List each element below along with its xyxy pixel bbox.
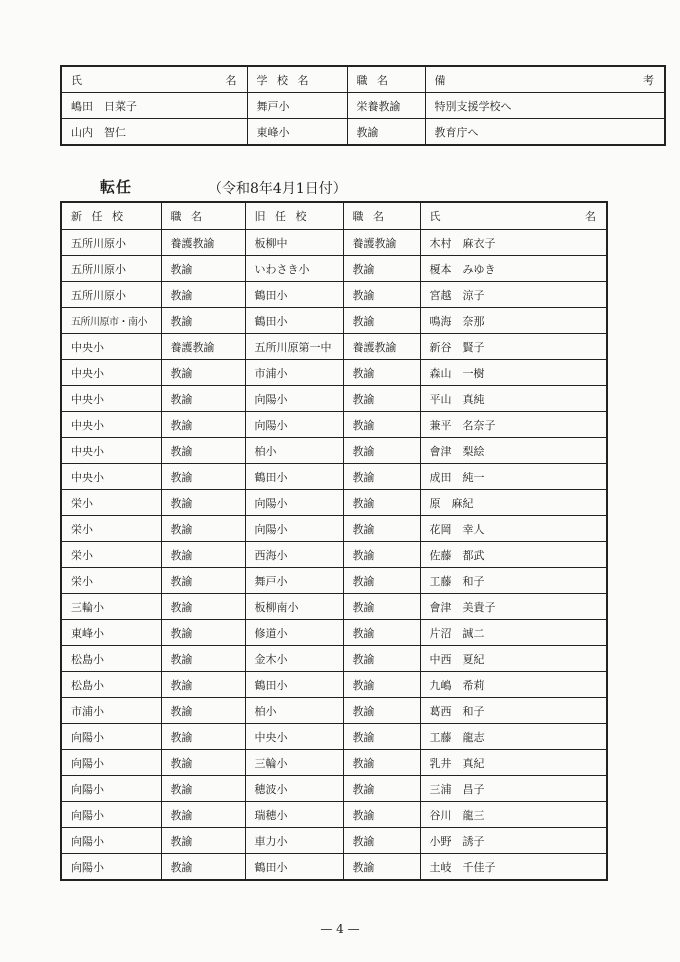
table-row xyxy=(61,308,607,334)
cell-name: 片沼 誠二 xyxy=(420,620,607,646)
header-new-school: 新 任 校 xyxy=(61,202,161,230)
cell-new-position: 教諭 xyxy=(161,386,245,412)
cell-new-position: 教諭 xyxy=(161,828,245,854)
cell-new-school: 松島小 xyxy=(61,672,161,698)
cell-old-school: 柏小 xyxy=(245,698,343,724)
cell-old-school: 向陽小 xyxy=(245,490,343,516)
cell-old-school: いわさき小 xyxy=(245,256,343,282)
table-row xyxy=(61,490,607,516)
cell-new-school: 栄小 xyxy=(61,516,161,542)
table-row xyxy=(61,594,607,620)
cell-name: 嶋田 日菜子 xyxy=(61,93,247,119)
cell-old-position: 教諭 xyxy=(343,724,420,750)
cell-old-school: 市浦小 xyxy=(245,360,343,386)
cell-old-school: 鶴田小 xyxy=(245,854,343,881)
cell-old-position: 教諭 xyxy=(343,594,420,620)
cell-new-school: 三輪小 xyxy=(61,594,161,620)
header-new-position: 職 名 xyxy=(161,202,245,230)
cell-new-school: 五所川原小 xyxy=(61,282,161,308)
cell-new-position: 教諭 xyxy=(161,516,245,542)
cell-new-school: 向陽小 xyxy=(61,724,161,750)
cell-new-position: 教諭 xyxy=(161,724,245,750)
cell-new-school: 栄小 xyxy=(61,568,161,594)
header-remarks: 備 考 xyxy=(425,66,665,93)
cell-old-school: 舞戸小 xyxy=(245,568,343,594)
cell-old-position: 教諭 xyxy=(343,256,420,282)
transfer-table xyxy=(60,201,608,881)
cell-new-school: 向陽小 xyxy=(61,776,161,802)
cell-old-school: 向陽小 xyxy=(245,516,343,542)
cell-old-school: 金木小 xyxy=(245,646,343,672)
cell-name: 宮越 涼子 xyxy=(420,282,607,308)
cell-old-school: 西海小 xyxy=(245,542,343,568)
cell-new-position: 教諭 xyxy=(161,594,245,620)
cell-old-school: 鶴田小 xyxy=(245,464,343,490)
cell-new-position: 教諭 xyxy=(161,490,245,516)
cell-new-position: 教諭 xyxy=(161,256,245,282)
table-row xyxy=(61,620,607,646)
cell-new-school: 中央小 xyxy=(61,334,161,360)
cell-name: 兼平 名奈子 xyxy=(420,412,607,438)
cell-old-position: 教諭 xyxy=(343,698,420,724)
cell-new-position: 教諭 xyxy=(161,776,245,802)
cell-new-position: 教諭 xyxy=(161,464,245,490)
table-row xyxy=(61,464,607,490)
table-row xyxy=(61,776,607,802)
cell-name: 原 麻紀 xyxy=(420,490,607,516)
cell-new-position: 教諭 xyxy=(161,698,245,724)
cell-old-school: 向陽小 xyxy=(245,386,343,412)
cell-old-position: 教諭 xyxy=(343,854,420,881)
table-row xyxy=(61,282,607,308)
cell-name: 榎本 みゆき xyxy=(420,256,607,282)
table-row xyxy=(61,750,607,776)
cell-new-position: 教諭 xyxy=(161,282,245,308)
cell-name: 新谷 賢子 xyxy=(420,334,607,360)
table-row xyxy=(61,386,607,412)
cell-remarks: 特別支援学校へ xyxy=(425,93,665,119)
table-row xyxy=(61,568,607,594)
cell-new-school: 中央小 xyxy=(61,360,161,386)
cell-new-position: 教諭 xyxy=(161,672,245,698)
cell-name: 花岡 幸人 xyxy=(420,516,607,542)
cell-name: 三浦 昌子 xyxy=(420,776,607,802)
cell-new-school: 向陽小 xyxy=(61,750,161,776)
cell-position: 教諭 xyxy=(347,119,425,146)
retirement-table xyxy=(60,65,666,146)
section-title: 転任 xyxy=(100,178,133,196)
cell-old-school: 板柳中 xyxy=(245,230,343,256)
header-position: 職 名 xyxy=(347,66,425,93)
cell-new-school: 五所川原小 xyxy=(61,230,161,256)
cell-new-school: 向陽小 xyxy=(61,802,161,828)
cell-old-position: 教諭 xyxy=(343,802,420,828)
table-header-row xyxy=(61,66,665,93)
cell-new-position: 教諭 xyxy=(161,646,245,672)
header-name: 氏 名 xyxy=(420,202,607,230)
cell-name: 土岐 千佳子 xyxy=(420,854,607,881)
header-name: 氏 名 xyxy=(61,66,247,93)
table-row xyxy=(61,256,607,282)
cell-name: 谷川 龍三 xyxy=(420,802,607,828)
cell-new-school: 五所川原市・南小 xyxy=(61,308,161,334)
cell-old-school: 五所川原第一中 xyxy=(245,334,343,360)
cell-new-position: 教諭 xyxy=(161,620,245,646)
table-row xyxy=(61,334,607,360)
section-date: （令和8年4月1日付） xyxy=(208,181,347,197)
cell-old-school: 三輪小 xyxy=(245,750,343,776)
cell-old-position: 教諭 xyxy=(343,542,420,568)
table-row xyxy=(61,828,607,854)
cell-new-school: 東峰小 xyxy=(61,620,161,646)
table-row xyxy=(61,698,607,724)
cell-old-position: 教諭 xyxy=(343,620,420,646)
cell-new-school: 中央小 xyxy=(61,464,161,490)
cell-name: 成田 純一 xyxy=(420,464,607,490)
cell-new-position: 教諭 xyxy=(161,750,245,776)
cell-new-position: 養護教諭 xyxy=(161,334,245,360)
cell-name: 九嶋 希莉 xyxy=(420,672,607,698)
cell-old-school: 修道小 xyxy=(245,620,343,646)
cell-name: 小野 誘子 xyxy=(420,828,607,854)
cell-new-school: 向陽小 xyxy=(61,828,161,854)
cell-old-position: 養護教諭 xyxy=(343,230,420,256)
cell-new-position: 教諭 xyxy=(161,542,245,568)
header-school: 学 校 名 xyxy=(247,66,347,93)
cell-old-position: 教諭 xyxy=(343,568,420,594)
cell-old-school: 鶴田小 xyxy=(245,282,343,308)
cell-new-school: 中央小 xyxy=(61,386,161,412)
table-row xyxy=(61,672,607,698)
table-row xyxy=(61,724,607,750)
cell-old-position: 養護教諭 xyxy=(343,334,420,360)
table-row xyxy=(61,412,607,438)
cell-old-position: 教諭 xyxy=(343,776,420,802)
cell-new-position: 養護教諭 xyxy=(161,230,245,256)
cell-old-school: 鶴田小 xyxy=(245,308,343,334)
cell-name: 佐藤 都武 xyxy=(420,542,607,568)
cell-old-position: 教諭 xyxy=(343,360,420,386)
cell-new-position: 教諭 xyxy=(161,438,245,464)
cell-old-school: 板柳南小 xyxy=(245,594,343,620)
cell-name: 會津 梨絵 xyxy=(420,438,607,464)
cell-name: 平山 真純 xyxy=(420,386,607,412)
table-row xyxy=(61,119,665,146)
table-row xyxy=(61,542,607,568)
cell-old-position: 教諭 xyxy=(343,386,420,412)
cell-old-school: 鶴田小 xyxy=(245,672,343,698)
cell-school: 東峰小 xyxy=(247,119,347,146)
cell-old-position: 教諭 xyxy=(343,646,420,672)
header-old-position: 職 名 xyxy=(343,202,420,230)
cell-old-school: 向陽小 xyxy=(245,412,343,438)
cell-old-position: 教諭 xyxy=(343,464,420,490)
cell-new-position: 教諭 xyxy=(161,854,245,881)
cell-new-position: 教諭 xyxy=(161,308,245,334)
table-row xyxy=(61,854,607,881)
cell-old-position: 教諭 xyxy=(343,308,420,334)
cell-new-school: 中央小 xyxy=(61,438,161,464)
cell-old-position: 教諭 xyxy=(343,438,420,464)
cell-name: 木村 麻衣子 xyxy=(420,230,607,256)
cell-old-school: 穂波小 xyxy=(245,776,343,802)
cell-old-position: 教諭 xyxy=(343,412,420,438)
cell-name: 會津 美貴子 xyxy=(420,594,607,620)
cell-name: 鳴海 奈那 xyxy=(420,308,607,334)
cell-remarks: 教育庁へ xyxy=(425,119,665,146)
cell-new-school: 市浦小 xyxy=(61,698,161,724)
cell-name: 工藤 龍志 xyxy=(420,724,607,750)
cell-new-school: 向陽小 xyxy=(61,854,161,881)
cell-old-position: 教諭 xyxy=(343,828,420,854)
table-row xyxy=(61,230,607,256)
table-row xyxy=(61,438,607,464)
table-row xyxy=(61,516,607,542)
table-row xyxy=(61,360,607,386)
cell-new-school: 松島小 xyxy=(61,646,161,672)
table-row xyxy=(61,646,607,672)
cell-name: 葛西 和子 xyxy=(420,698,607,724)
cell-new-school: 中央小 xyxy=(61,412,161,438)
cell-old-school: 中央小 xyxy=(245,724,343,750)
cell-old-school: 柏小 xyxy=(245,438,343,464)
cell-name: 工藤 和子 xyxy=(420,568,607,594)
cell-name: 森山 一樹 xyxy=(420,360,607,386)
cell-old-school: 瑞穂小 xyxy=(245,802,343,828)
cell-old-position: 教諭 xyxy=(343,282,420,308)
cell-old-school: 車力小 xyxy=(245,828,343,854)
table-header-row xyxy=(61,202,607,230)
cell-position: 栄養教諭 xyxy=(347,93,425,119)
header-old-school: 旧 任 校 xyxy=(245,202,343,230)
cell-old-position: 教諭 xyxy=(343,750,420,776)
cell-new-position: 教諭 xyxy=(161,412,245,438)
cell-name: 山内 智仁 xyxy=(61,119,247,146)
cell-new-school: 栄小 xyxy=(61,490,161,516)
table-row xyxy=(61,802,607,828)
cell-new-position: 教諭 xyxy=(161,802,245,828)
cell-new-school: 五所川原小 xyxy=(61,256,161,282)
cell-new-position: 教諭 xyxy=(161,360,245,386)
cell-new-school: 栄小 xyxy=(61,542,161,568)
cell-old-position: 教諭 xyxy=(343,516,420,542)
cell-name: 乳井 真紀 xyxy=(420,750,607,776)
cell-school: 舞戸小 xyxy=(247,93,347,119)
cell-name: 中西 夏紀 xyxy=(420,646,607,672)
page-number: — 4 — xyxy=(320,922,360,936)
cell-old-position: 教諭 xyxy=(343,490,420,516)
cell-new-position: 教諭 xyxy=(161,568,245,594)
table-row xyxy=(61,93,665,119)
cell-old-position: 教諭 xyxy=(343,672,420,698)
